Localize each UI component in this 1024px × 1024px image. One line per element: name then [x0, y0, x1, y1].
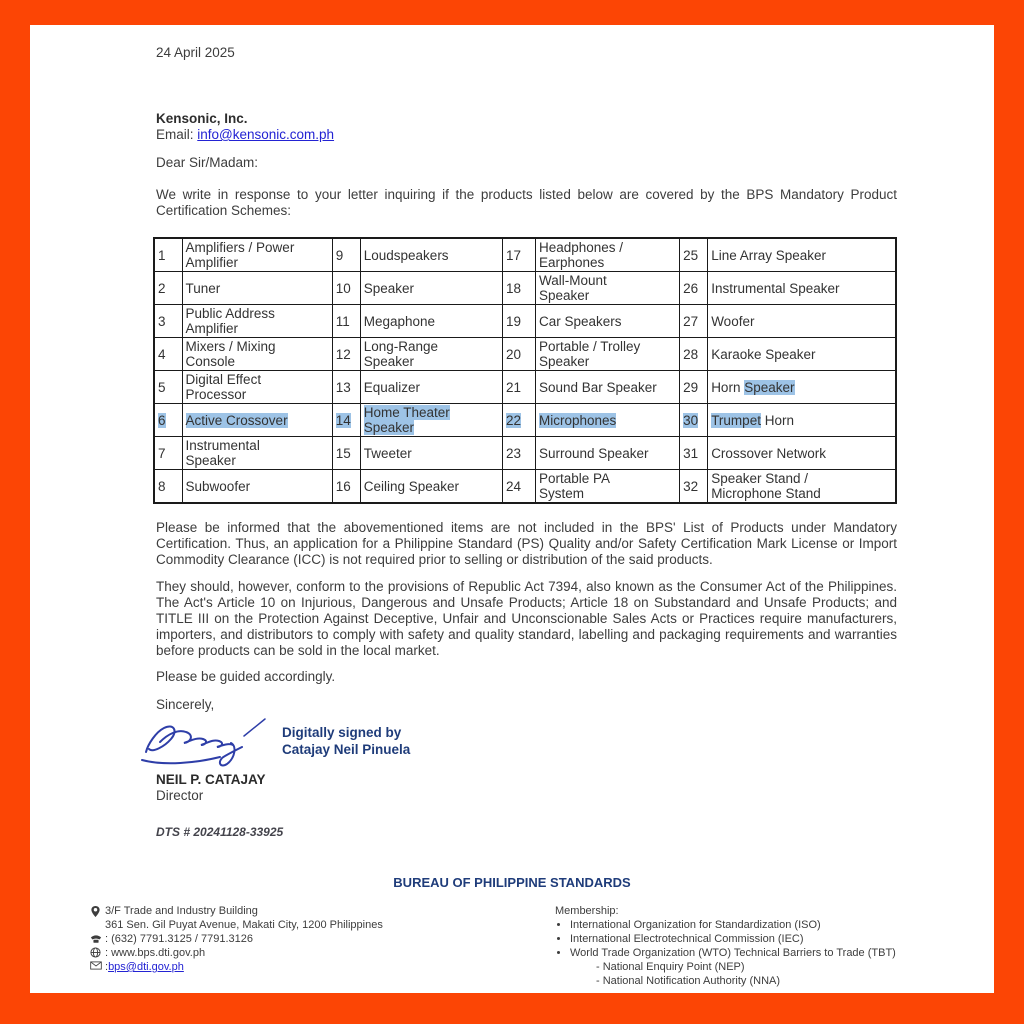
product-name-cell: Long-Range Speaker [360, 338, 502, 371]
product-number-cell: 22 [502, 404, 535, 437]
product-table-row [154, 371, 896, 404]
product-table-row [154, 404, 896, 437]
product-name-cell: Active Crossover [182, 404, 332, 437]
product-name-cell: Karaoke Speaker [708, 338, 896, 371]
product-number-cell: 2 [154, 272, 182, 305]
globe-icon [90, 946, 105, 958]
product-number-cell: 14 [332, 404, 360, 437]
bureau-title: BUREAU OF PHILIPPINE STANDARDS [393, 875, 631, 890]
membership-list [555, 918, 896, 988]
product-name-cell: Equalizer [360, 371, 502, 404]
product-table-row [154, 338, 896, 371]
product-number-cell: 1 [154, 238, 182, 272]
product-name-cell: Wall-Mount Speaker [535, 272, 679, 305]
phone-line: : (632) 7791.3125 / 7791.3126 [90, 932, 520, 946]
product-name-cell: Speaker Stand / Microphone Stand [708, 470, 896, 504]
membership-sub-item: - National Enquiry Point (NEP) [596, 961, 745, 973]
product-number-cell: 30 [680, 404, 708, 437]
membership-item: • World Trade Organization (WTO) Technical Barriers to Trade (TBT) - National Enquiry Point (NEP) - National Notification Authority (NNA) [570, 946, 896, 988]
product-name-cell: Microphones [535, 404, 679, 437]
product-number-cell: 18 [502, 272, 535, 305]
product-name-cell: Woofer [708, 305, 896, 338]
product-number-cell: 27 [680, 305, 708, 338]
signature-scrawl-icon [138, 716, 270, 774]
product-number-cell: 21 [502, 371, 535, 404]
product-number-cell: 23 [502, 437, 535, 470]
product-number-cell: 32 [680, 470, 708, 504]
signer-title: Director [156, 788, 204, 803]
product-table-row [154, 238, 896, 272]
product-number-cell: 11 [332, 305, 360, 338]
product-number-cell: 6 [154, 404, 182, 437]
contact-block [90, 904, 520, 988]
product-number-cell: 7 [154, 437, 182, 470]
product-name-cell: Home Theater Speaker [360, 404, 502, 437]
product-number-cell: 3 [154, 305, 182, 338]
product-number-cell: 13 [332, 371, 360, 404]
membership-item: • International Organization for Standardization (ISO) [570, 918, 896, 932]
paragraph-consumer-act: They should, however, conform to the provisions of Republic Act 7394, also known as the Consumer Act of the Philippines. The Act's Article 10 on Injurious, Dangerous and Unsafe Products; Article 18 on Substandard and Unsafe Products; and TITLE III on the Protection Against Deceptive, Unfair and Unconscionable Sales Acts or Practices require manufacturers, importers, and distributors to comply with safety and quality standard, labelling and packaging requirements and warranties before products can be sold in the local market. [156, 579, 897, 658]
product-name-cell: Amplifiers / Power Amplifier [182, 238, 332, 272]
product-table-row [154, 470, 896, 504]
product-table-row [154, 305, 896, 338]
footer-email-link[interactable]: bps@dti.gov.ph [108, 961, 184, 973]
product-table [153, 237, 897, 504]
product-name-cell: Trumpet Horn [708, 404, 896, 437]
recipient-name: Kensonic, Inc. [156, 111, 248, 126]
product-number-cell: 16 [332, 470, 360, 504]
letter-page [30, 25, 994, 993]
product-name-cell: Car Speakers [535, 305, 679, 338]
email-separator: : [105, 961, 109, 973]
product-number-cell: 5 [154, 371, 182, 404]
product-name-cell: Megaphone [360, 305, 502, 338]
product-number-cell: 26 [680, 272, 708, 305]
product-table-row [154, 437, 896, 470]
product-number-cell: 8 [154, 470, 182, 504]
product-number-cell: 31 [680, 437, 708, 470]
product-number-cell: 4 [154, 338, 182, 371]
product-number-cell: 29 [680, 371, 708, 404]
product-number-cell: 17 [502, 238, 535, 272]
closing-sincerely-line: Sincerely, [156, 697, 215, 712]
product-number-cell: 19 [502, 305, 535, 338]
letter-date: 24 April 2025 [156, 45, 235, 60]
product-number-cell: 20 [502, 338, 535, 371]
product-name-cell: Line Array Speaker [708, 238, 896, 272]
product-number-cell: 15 [332, 437, 360, 470]
product-name-cell: Horn Speaker [708, 371, 896, 404]
letterhead-footer [30, 876, 994, 988]
product-name-cell: Tuner [182, 272, 332, 305]
membership-block [555, 904, 896, 988]
letter-body [156, 25, 897, 840]
website-line: : www.bps.dti.gov.ph [90, 946, 520, 960]
product-name-cell: Portable / Trolley Speaker [535, 338, 679, 371]
product-number-cell: 25 [680, 238, 708, 272]
product-name-cell: Surround Speaker [535, 437, 679, 470]
intro-paragraph: We write in response to your letter inquiring if the products listed below are covered by the BPS Mandatory Product Certification Schemes: [156, 187, 897, 218]
product-name-cell: Speaker [360, 272, 502, 305]
address-line-1: 3/F Trade and Industry Building [90, 904, 520, 918]
signature-block [156, 716, 897, 770]
product-number-cell: 28 [680, 338, 708, 371]
product-name-cell: Digital Effect Processor [182, 371, 332, 404]
recipient-block [156, 111, 897, 143]
product-name-cell: Portable PA System [535, 470, 679, 504]
product-name-cell: Instrumental Speaker [708, 272, 896, 305]
membership-sub-item: - National Notification Authority (NNA) [596, 975, 781, 987]
address-line-2: 361 Sen. Gil Puyat Avenue, Makati City, 1200 Philippines [105, 919, 383, 931]
product-name-cell: Mixers / Mixing Console [182, 338, 332, 371]
location-pin-icon [90, 904, 105, 918]
email-icon [90, 960, 105, 970]
product-name-cell: Headphones / Earphones [535, 238, 679, 272]
phone-icon [90, 932, 105, 944]
product-number-cell: 9 [332, 238, 360, 272]
recipient-email-line [156, 127, 897, 143]
digital-signature-note [282, 724, 410, 758]
salutation: Dear Sir/Madam: [156, 155, 259, 170]
product-name-cell: Subwoofer [182, 470, 332, 504]
product-name-cell: Sound Bar Speaker [535, 371, 679, 404]
recipient-email-link[interactable]: info@kensonic.com.ph [197, 127, 335, 142]
email-line [90, 960, 520, 974]
product-number-cell: 24 [502, 470, 535, 504]
digital-signature-line2: Catajay Neil Pinuela [282, 742, 411, 757]
membership-item: • International Electrotechnical Commission (IEC) [570, 932, 896, 946]
product-name-cell: Public Address Amplifier [182, 305, 332, 338]
product-table-row [154, 272, 896, 305]
email-label: Email: [156, 127, 198, 142]
closing-guided-line: Please be guided accordingly. [156, 669, 336, 684]
product-name-cell: Loudspeakers [360, 238, 502, 272]
product-name-cell: Tweeter [360, 437, 502, 470]
signer-name: NEIL P. CATAJAY [156, 772, 266, 787]
product-name-cell: Crossover Network [708, 437, 896, 470]
digital-signature-line1: Digitally signed by [282, 725, 402, 740]
paragraph-mandatory-certification: Please be informed that the abovementioned items are not included in the BPS' List of Products under Mandatory Certification. Thus, an application for a Philippine Standard (PS) Quality and/or Safety Certification Mark License or Import Commodity Clearance (ICC) is not required prior to selling or distribution of the said products. [156, 520, 897, 567]
product-name-cell: Instrumental Speaker [182, 437, 332, 470]
product-number-cell: 12 [332, 338, 360, 371]
dts-number: DTS # 20241128-33925 [156, 825, 284, 839]
product-number-cell: 10 [332, 272, 360, 305]
membership-label: Membership: [555, 905, 619, 917]
product-name-cell: Ceiling Speaker [360, 470, 502, 504]
